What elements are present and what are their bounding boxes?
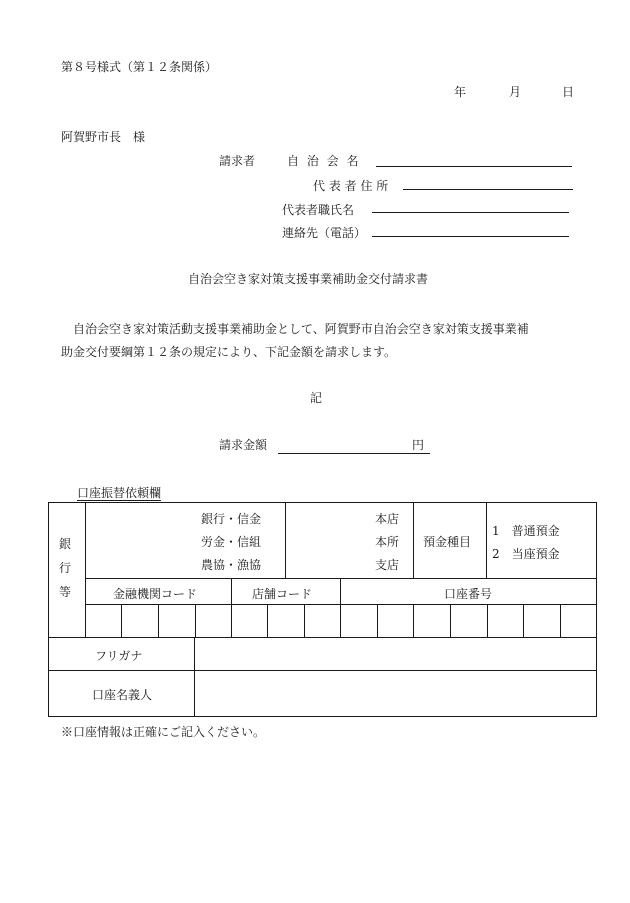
note: ※口座情報は正確にご記入ください。 bbox=[61, 725, 266, 739]
date-year-label: 年 bbox=[454, 85, 467, 99]
amount-label: 請求金額 bbox=[219, 438, 268, 452]
digit-cell-divider bbox=[413, 604, 414, 637]
institution-code-header: 金融機関コード bbox=[113, 587, 198, 601]
deposit-type-label: 預金種目 bbox=[423, 535, 472, 549]
table-divider bbox=[486, 502, 487, 578]
requester-label: 請求者 bbox=[219, 154, 256, 168]
association-name-field[interactable] bbox=[376, 166, 572, 167]
branch-code-header: 店舗コード bbox=[252, 587, 313, 601]
branch-type: 支店 bbox=[375, 558, 400, 572]
date-day-label: 日 bbox=[562, 85, 575, 99]
account-number-header: 口座番号 bbox=[444, 587, 493, 601]
deposit-type-option[interactable]: 2 当座預金 bbox=[492, 547, 560, 561]
digit-cell-divider bbox=[523, 604, 524, 637]
institution-type: 労金・信組 bbox=[201, 535, 262, 549]
table-divider bbox=[285, 502, 286, 578]
ki-marker: 記 bbox=[310, 391, 323, 405]
table-divider bbox=[48, 637, 597, 638]
branch-type: 本所 bbox=[375, 535, 400, 549]
institution-type: 農協・漁協 bbox=[201, 558, 262, 572]
digit-cell-divider bbox=[121, 604, 122, 637]
furigana-label: フリガナ bbox=[95, 649, 143, 663]
table-divider bbox=[48, 670, 597, 671]
table-divider bbox=[413, 502, 414, 578]
amount-field[interactable] bbox=[278, 453, 430, 454]
date-month-label: 月 bbox=[509, 85, 522, 99]
body-line-2: 助金交付要綱第１２条の規定により、下記金額を請求します。 bbox=[61, 345, 397, 359]
institution-type: 銀行・信金 bbox=[201, 512, 262, 526]
account-holder-label: 口座名義人 bbox=[92, 688, 153, 702]
bank-label-char: 等 bbox=[59, 585, 72, 599]
digit-cell-divider bbox=[195, 604, 196, 637]
bank-section-title: 口座振替依頼欄 bbox=[77, 486, 162, 500]
digit-cell-divider bbox=[450, 604, 451, 637]
digit-cell-divider bbox=[560, 604, 561, 637]
amount-unit: 円 bbox=[412, 438, 425, 452]
digit-cell-divider bbox=[267, 604, 268, 637]
document-title: 自治会空き家対策支援事業補助金交付請求書 bbox=[188, 272, 429, 286]
contact-label: 連絡先（電話） bbox=[282, 226, 367, 240]
digit-cell-divider bbox=[377, 604, 378, 637]
representative-name-label: 代表者職氏名 bbox=[282, 203, 355, 217]
table-divider bbox=[231, 578, 232, 637]
body-line-1: 自治会空き家対策活動支援事業補助金として、阿賀野市自治会空き家対策支援事業補 bbox=[73, 322, 529, 336]
representative-address-label: 代 表 者 住 所 bbox=[313, 179, 389, 193]
bank-label-char: 行 bbox=[59, 561, 72, 575]
deposit-type-option[interactable]: 1 普通預金 bbox=[492, 524, 560, 538]
digit-cell-divider bbox=[304, 604, 305, 637]
table-divider bbox=[85, 604, 597, 605]
digit-cell-divider bbox=[487, 604, 488, 637]
contact-field[interactable] bbox=[372, 236, 569, 237]
association-name-label: 自 治 会 名 bbox=[287, 154, 361, 168]
bank-label-char: 銀 bbox=[59, 537, 72, 551]
representative-address-field[interactable] bbox=[403, 189, 573, 190]
table-divider bbox=[85, 502, 86, 637]
representative-name-field[interactable] bbox=[372, 212, 569, 213]
table-divider bbox=[194, 637, 195, 717]
branch-type: 本店 bbox=[375, 512, 400, 526]
addressee: 阿賀野市長 様 bbox=[61, 130, 146, 144]
form-number: 第８号様式（第１２条関係） bbox=[61, 60, 218, 74]
table-divider bbox=[340, 578, 341, 637]
digit-cell-divider bbox=[158, 604, 159, 637]
table-divider bbox=[85, 578, 597, 579]
